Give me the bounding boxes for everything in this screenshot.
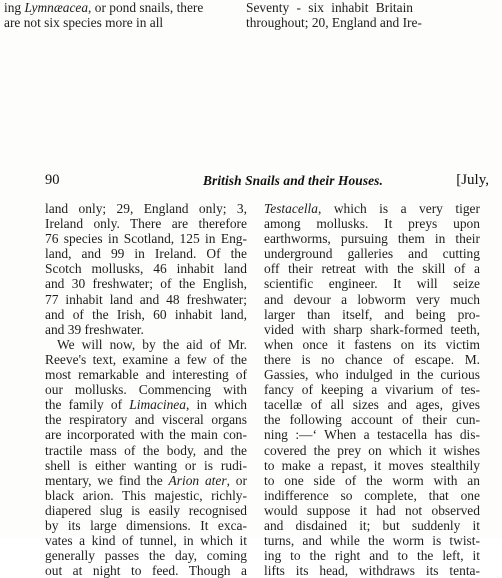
right-column-line: [264, 427, 480, 442]
text-run: , in which: [185, 397, 248, 413]
right-column-line: [264, 231, 480, 246]
text-run: indifference so complete, that one: [264, 487, 480, 503]
left-text-column: [45, 201, 247, 578]
text-run: covered the prey on which it wishes: [264, 442, 480, 458]
left-column-line: [45, 412, 247, 427]
left-column-line: [45, 201, 247, 216]
top-fragment-right-line-2: throughout; 20, England and Ire-: [246, 15, 422, 30]
text-run: We will now, by the aid of Mr.: [57, 336, 247, 352]
right-column-line: [264, 412, 480, 427]
text-run: diapered slug is easily recognised: [45, 502, 247, 518]
text-run: tacellæ of all sizes and ages, gives: [264, 397, 480, 413]
right-column-line: [264, 307, 480, 322]
right-column-line: [264, 322, 480, 337]
text-run: and 39 freshwater.: [45, 321, 144, 337]
text-run: and of the Irish, 60 inhabit land,: [45, 306, 247, 322]
text-run: black arion. This majestic, richly-: [45, 487, 247, 503]
italic-term: Testacella: [264, 201, 318, 216]
text-run: would suppose it had not observed: [264, 502, 480, 518]
fragment-italic: Lymnæacea: [24, 0, 89, 15]
left-column-line: [45, 503, 247, 518]
left-column-line: [45, 473, 247, 488]
text-run: the following account of their cun-: [264, 412, 480, 428]
top-fragment-left: [4, 0, 203, 30]
top-fragment-right: [246, 0, 422, 30]
text-run: earthworms, pursuing them in their: [264, 231, 480, 247]
page-number: 90: [45, 172, 60, 188]
text-run: fancy of keeping a vivarium of tes-: [264, 382, 480, 398]
italic-term: Limacinea: [129, 397, 186, 413]
text-run: shell is either wanting or is rudi-: [45, 457, 247, 473]
right-column-line: [264, 292, 480, 307]
text-run: the respiratory and visceral organs: [45, 412, 247, 428]
right-column-line: [264, 443, 480, 458]
text-run: and devour a lobworm very much: [264, 291, 480, 307]
text-run: off their retreat with the skill of a: [264, 261, 480, 277]
text-run: underground galleries and cutting: [264, 246, 480, 262]
left-column-line: [45, 397, 247, 412]
text-run: most remarkable and interesting of: [45, 367, 247, 383]
left-column-line: [45, 337, 247, 352]
right-column-line: [264, 367, 480, 382]
right-column-line: [264, 488, 480, 503]
text-run: are incorporated with the main con-: [45, 427, 247, 443]
right-column-line: [264, 503, 480, 518]
text-run: tractile mass of the body, and the: [45, 442, 247, 458]
text-run: Scotch mollusks, 46 inhabit land: [45, 261, 247, 277]
text-run: vates a kind of tunnel, in which it: [45, 533, 247, 549]
right-text-column: [264, 201, 480, 578]
running-title: British Snails and their Houses.: [203, 173, 383, 188]
left-column-line: [45, 246, 247, 261]
text-run: among mollusks. It preys upon: [264, 216, 480, 232]
text-run: out at night to feed. Though a: [45, 563, 247, 578]
left-column-line: [45, 533, 247, 548]
left-column-line: [45, 382, 247, 397]
text-run: land only; 29, England only; 3,: [45, 201, 247, 216]
left-column-line: [45, 458, 247, 473]
left-column-line: [45, 563, 247, 578]
right-column-line: [264, 382, 480, 397]
text-run: land, and 99 in Ireland. Of the: [45, 246, 247, 262]
text-run: when once it fastens on its victim: [264, 336, 480, 352]
text-run: ning :—‘ When a testacella has dis-: [264, 427, 480, 443]
top-fragment-left-line-2: [4, 15, 203, 30]
text-run: and 30 freshwater; of the English,: [45, 276, 247, 292]
text-run: lifts its head, withdraws its tenta-: [264, 563, 480, 578]
left-column-line: [45, 292, 247, 307]
left-column-line: [45, 352, 247, 367]
left-column-line: [45, 216, 247, 231]
right-column-line: [264, 246, 480, 261]
right-column-line: [264, 201, 480, 216]
text-run: , which is a very tiger: [318, 201, 480, 216]
text-run: Gassies, who indulged in the curious: [264, 367, 480, 383]
left-column-line: [45, 367, 247, 382]
right-column-line: [264, 397, 480, 412]
right-column-line: [264, 473, 480, 488]
text-run: , or: [226, 472, 247, 488]
italic-term: Arion ater: [168, 472, 227, 488]
text-run: ing to the right and to the left, it: [264, 548, 480, 564]
right-column-line: [264, 261, 480, 276]
text-run: Ireland only. There are therefore: [45, 216, 247, 232]
left-column-line: [45, 231, 247, 246]
left-column-line: [45, 443, 247, 458]
right-column-line: [264, 563, 480, 578]
left-column-line: [45, 261, 247, 276]
left-column-line: [45, 427, 247, 442]
right-column-line: [264, 276, 480, 291]
text-run: generally passes the day, coming: [45, 548, 247, 564]
text-run: 77 inhabit land and 48 freshwater;: [45, 291, 247, 307]
right-column-line: [264, 458, 480, 473]
fragment-text: are not six species more in all: [4, 15, 164, 30]
text-run: Reeve's text, examine a few of the: [45, 351, 247, 367]
left-column-line: [45, 488, 247, 503]
text-run: vided with sharp shark-formed teeth,: [264, 321, 480, 337]
running-header: [45, 172, 497, 192]
text-run: mentary, we find the: [45, 472, 169, 488]
left-column-line: [45, 518, 247, 533]
left-column-line: [45, 276, 247, 291]
text-run: and disdained it; but suddenly it: [264, 517, 480, 533]
top-fragment-right-line-1: Seventy - six inhabit Britain: [246, 0, 413, 15]
text-run: the family of: [45, 397, 130, 413]
text-run: 76 species in Scotland, 125 in Eng-: [45, 231, 247, 247]
right-column-line: [264, 352, 480, 367]
text-run: there is no chance of escape. M.: [264, 351, 480, 367]
left-column-line: [45, 307, 247, 322]
top-fragment-left-line-1: [4, 0, 203, 15]
right-column-line: [264, 548, 480, 563]
fragment-text: ing: [4, 0, 25, 15]
text-run: our mollusks. Commencing with: [45, 382, 247, 398]
text-run: by its large dimensions. It exca-: [45, 517, 247, 533]
fragment-text: , or pond snails, there: [88, 0, 204, 15]
text-run: to one side of the worm with an: [264, 472, 480, 488]
text-run: to make a repast, it moves stealthily: [264, 457, 480, 473]
left-column-line: [45, 548, 247, 563]
right-column-line: [264, 533, 480, 548]
running-date: [July,: [456, 172, 489, 188]
right-column-line: [264, 337, 480, 352]
text-run: scientific engineer. It will seize: [264, 276, 480, 292]
right-column-line: [264, 216, 480, 231]
text-run: larger than itself, and being pro-: [264, 306, 480, 322]
right-column-line: [264, 518, 480, 533]
left-column-line: [45, 322, 247, 337]
text-run: turns, and while the worm is twist-: [264, 533, 480, 549]
